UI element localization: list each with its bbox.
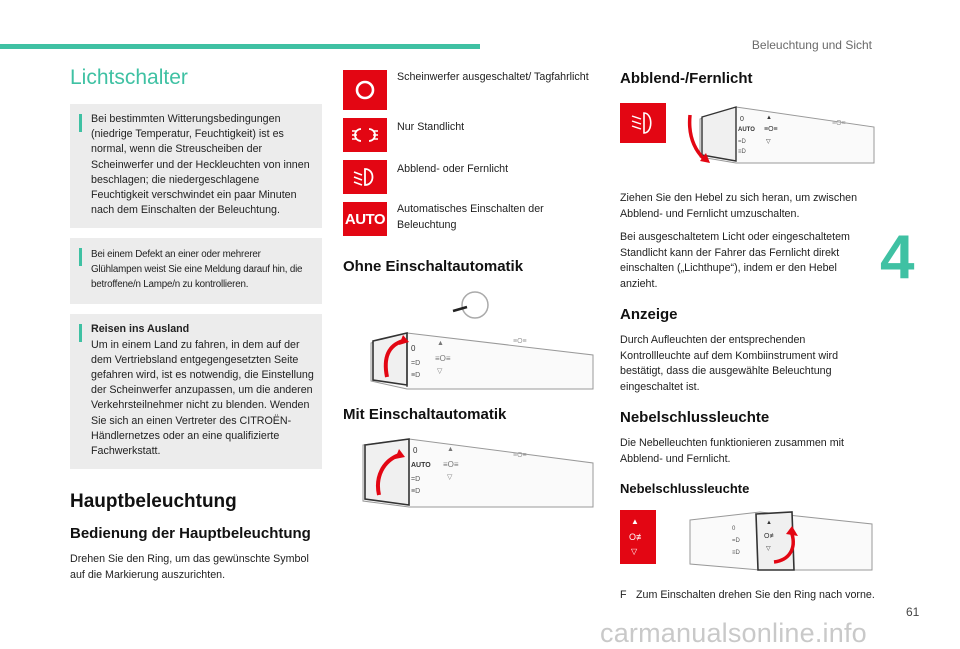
svg-text:0: 0 xyxy=(740,116,744,123)
section-header-title: Beleuchtung und Sicht xyxy=(751,38,872,52)
lights-off-circle-icon xyxy=(343,70,387,110)
note-abroad xyxy=(70,314,322,469)
legend-text-off: Scheinwerfer ausgeschaltet/ Tagfahrlicht xyxy=(397,71,589,83)
note-bulb-defect xyxy=(70,238,322,304)
svg-text:=D: =D xyxy=(411,360,421,367)
note-condensation-text: Bei bestimmten Witterungsbedingungen (niedrige Temperatur, Feuchtigkeit) ist es normal, wenn die Streuscheiben der Scheinwerfer und der Heckleuchten von innen beschlagen; die niedergeschlagene Feuchtigkeit verschwindet ein paar Minuten nach dem Einschalten der Beleuchtung. xyxy=(91,113,310,217)
column-middle xyxy=(343,70,603,525)
svg-text:▽: ▽ xyxy=(447,474,453,481)
note-abroad-text: Um in einem Land zu fahren, in dem auf der dem Vertriebsland entgegengesetzten Seite gefahren wird, ist es notwendig, die Einstellung der Scheinwerfer anzupassen, um die anderen Verkehrsteilnehmer nicht zu blenden. Wenden Sie sich an einen Vertreter des CITROËN-Händlernetzes oder an eine qualifizierte Fachwerkstatt. xyxy=(91,338,314,458)
svg-text:▽: ▽ xyxy=(437,368,443,375)
heading-hauptbeleuchtung: Hauptbeleuchtung xyxy=(70,491,237,513)
svg-text:▽: ▽ xyxy=(766,139,771,145)
svg-text:≡D: ≡D xyxy=(411,488,421,495)
legend-row-dipped xyxy=(343,160,603,194)
body-ring-instruction: Drehen Sie den Ring, um das gewünschte Symbol auf die Markierung auszurichten. xyxy=(70,553,309,581)
svg-text:▽: ▽ xyxy=(631,547,638,556)
page-number: 61 xyxy=(906,605,920,619)
svg-text:▲: ▲ xyxy=(437,340,444,347)
heading-nebelschluss-2: Nebelschlussleuchte xyxy=(620,481,750,496)
svg-text:≡O≡: ≡O≡ xyxy=(513,338,527,345)
svg-text:≡O≡: ≡O≡ xyxy=(513,452,527,459)
heading-bedienung: Bedienung der Hauptbeleuchtung xyxy=(70,525,311,543)
note-abroad-title: Reisen ins Ausland xyxy=(91,323,190,336)
svg-text:≡O≡: ≡O≡ xyxy=(832,120,846,127)
steering-wheel-icon xyxy=(453,292,488,318)
chapter-tab-number: 4 xyxy=(880,223,915,292)
svg-text:≡O≡: ≡O≡ xyxy=(764,126,778,133)
note-bulb-defect-text: Bei einem Defekt an einer oder mehrerer Glühlampen weist Sie eine Meldung darauf hin, die betroffene/n Lampe/n zu kontrollieren. xyxy=(91,249,303,291)
column-left xyxy=(70,66,322,591)
watermark: carmanualsonline.info xyxy=(600,618,867,648)
heading-nebelschluss: Nebelschlussleuchte xyxy=(620,409,770,426)
svg-text:O≢: O≢ xyxy=(764,533,777,540)
heading-abblend-fernlicht: Abblend-/Fernlicht xyxy=(620,70,753,87)
section-title-lichtschalter: Lichtschalter xyxy=(70,66,188,89)
svg-text:=D: =D xyxy=(738,139,746,145)
svg-text:0: 0 xyxy=(732,526,736,532)
legend-row-off xyxy=(343,70,603,110)
svg-text:≡D: ≡D xyxy=(732,550,740,556)
column-right xyxy=(620,66,876,604)
svg-text:▲: ▲ xyxy=(766,520,772,526)
body-beam-1: Ziehen Sie den Hebel zu sich heran, um zwischen Abblend- und Fernlicht umzuschalten. xyxy=(620,192,858,220)
svg-text:=D: =D xyxy=(732,538,740,544)
illustration-fog-stalk xyxy=(620,506,880,574)
dipped-beam-icon xyxy=(343,160,387,194)
legend-text-dipped: Abblend- oder Fernlicht xyxy=(397,163,509,175)
heading-ohne-automatik: Ohne Einschaltautomatik xyxy=(343,258,524,275)
legend-row-parking xyxy=(343,118,603,152)
stalk-label-zero: 0 xyxy=(411,344,416,353)
heading-anzeige: Anzeige xyxy=(620,306,678,323)
svg-text:≡D: ≡D xyxy=(738,149,746,155)
svg-text:≡O≡: ≡O≡ xyxy=(435,354,451,363)
illustration-manual-stalk xyxy=(343,285,603,390)
svg-text:≡O≡: ≡O≡ xyxy=(443,460,459,469)
stalk-label-auto: AUTO xyxy=(411,462,431,469)
svg-text:0: 0 xyxy=(413,446,418,455)
svg-text:▲: ▲ xyxy=(766,115,772,121)
header-accent-bar xyxy=(0,44,480,49)
legend-row-auto xyxy=(343,202,603,236)
body-fog: Die Nebelleuchten funktionieren zusammen mit Abblend- und Fernlicht. xyxy=(620,437,844,465)
legend-text-auto: Automatisches Einschalten der Beleuchtung xyxy=(397,203,544,231)
auto-lights-icon xyxy=(343,202,387,236)
stalk-label-auto-2: AUTO xyxy=(738,127,755,133)
bullet-fog-text: Zum Einschalten drehen Sie den Ring nach vorne. xyxy=(636,589,875,601)
svg-text:▲: ▲ xyxy=(447,446,454,453)
illustration-beam-stalk xyxy=(620,101,880,171)
svg-text:▲: ▲ xyxy=(631,517,639,526)
illustration-auto-stalk xyxy=(343,433,603,513)
dipped-beam-icon xyxy=(620,103,666,143)
svg-text:=D: =D xyxy=(411,476,421,483)
parking-light-icon xyxy=(343,118,387,152)
note-condensation xyxy=(70,104,322,228)
auto-lights-icon-label: AUTO xyxy=(344,210,386,228)
bullet-fog-instruction xyxy=(620,588,876,604)
svg-text:O≢: O≢ xyxy=(629,532,646,542)
body-beam-2: Bei ausgeschaltetem Licht oder eingeschaltetem Standlicht kann der Fahrer das Fernlicht direkt einschalten („Lichthupe“), indem er den Hebel anzieht. xyxy=(620,231,850,290)
svg-text:≡D: ≡D xyxy=(411,372,421,379)
bullet-mark: F xyxy=(620,589,627,601)
svg-text:▽: ▽ xyxy=(766,546,771,552)
body-indicator: Durch Aufleuchten der entsprechenden Kontrollleuchte auf dem Kombiinstrument wird bestätigt, dass die ausgewählte Beleuchtung eingeschaltet ist. xyxy=(620,334,839,393)
legend-text-parking: Nur Standlicht xyxy=(397,121,465,133)
heading-mit-automatik: Mit Einschaltautomatik xyxy=(343,406,507,423)
